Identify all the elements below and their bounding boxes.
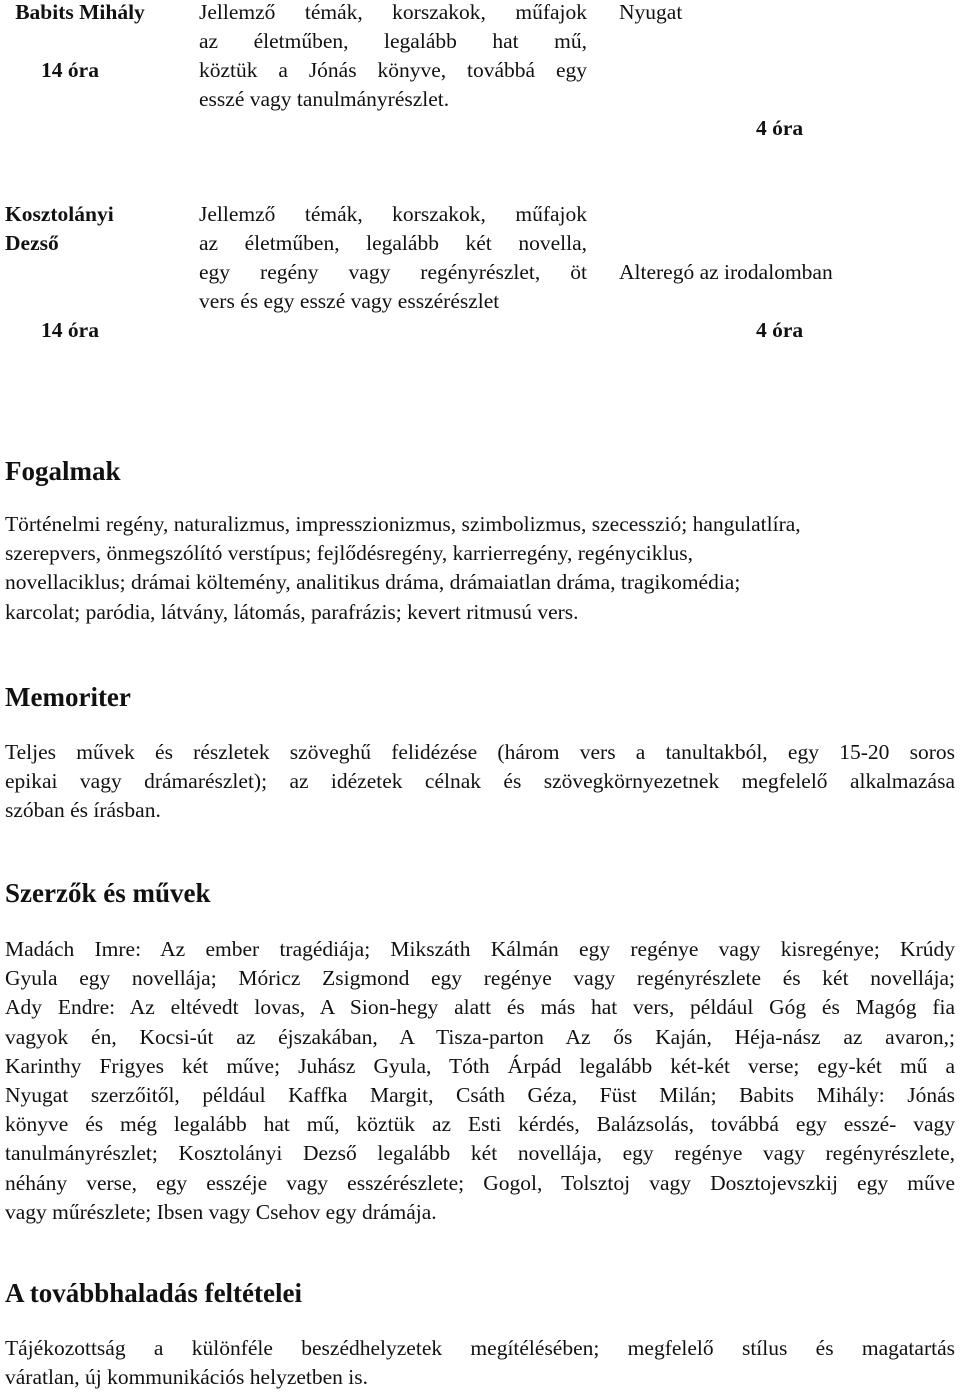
author-name: Babits Mihály	[15, 0, 145, 24]
section-text-memoriter: Teljes művek és részletek szöveghű felidézése (három vers a tanultakból, egy 15-20 soros epikai vagy drámarészlet); az idézetek célnak és szövegkörnyezetnek megfelelő alkalmazása szóban és írásban.	[5, 740, 955, 823]
topic-description: Jellemző témák, korszakok, műfajok az életműben, legalább két novella, egy regény vagy regényrészlet, öt vers és egy esszé vagy esszérészlet	[199, 202, 587, 313]
section-heading-szerzok: Szerzők és művek	[5, 878, 211, 908]
section-text-tovabbhaladas: Tájékozottság a különféle beszédhelyzetek megítélésében; megfelelő stílus és magatartás váratlan, új kommunikációs helyzetben is.	[5, 1336, 955, 1390]
section-text-szerzok: Madách Imre: Az ember tragédiája; Mikszáth Kálmán egy regénye vagy kisregénye; Krúdy Gyula egy novellája; Móricz Zsigmond egy regénye vagy regényrészlete és két novellája; Ady Endre: Az eltévedt lovas, A Sion-hegy alatt és más hat vers, például Góg és Magóg fia vagyok én, Kocsi-út az éjszakában, A Tisza-parton Az ős Kaján, Héja-nász az avaron,; Karinthy Frigyes két műve; Juhász Gyula, Tóth Árpád legalább két-két verse; egy-két mű a Nyugat szerzőitől, például Kaffka Margit, Csáth Géza, Füst Milán; Babits Mihály: Jónás könyve és még legalább hat mű, köztük az Esti kérdés, Balázsolás, továbbá egy esszé- vagy tanulmányrészlet; Kosztolányi Dezső legalább két novellája, egy regénye vagy regényrészlete, néhány verse, egy esszéje vagy esszérészlete; Gogol, Tolsztoj vagy Dosztojevszkij egy műve vagy műrészlete; Ibsen vagy Csehov egy drámája.	[5, 937, 955, 1224]
topic-hours: 4 óra	[756, 318, 804, 342]
author-name: Kosztolányi Dezső	[5, 202, 114, 255]
topic-description: Jellemző témák, korszakok, műfajok az életműben, legalább hat mű, köztük a Jónás könyve, továbbá egy esszé vagy tanulmányrészlet.	[199, 0, 587, 111]
section-heading-tovabbhaladas: A továbbhaladás feltételei	[5, 1278, 302, 1308]
section-heading-fogalmak: Fogalmak	[5, 456, 121, 486]
section-text-fogalmak: Történelmi regény, naturalizmus, impresszionizmus, szimbolizmus, szecesszió; hangulatlíra, szerepvers, önmegszólító verstípus; fejlődésregény, karrierregény, regényciklus, novellaciklus; drámai költemény, analitikus dráma, drámaiatlan dráma, tragikomédia; karcolat; paródia, látvány, látomás, parafrázis; kevert ritmusú vers.	[5, 512, 801, 624]
period-topic: Alteregó az irodalomban	[619, 260, 833, 284]
section-heading-memoriter: Memoriter	[5, 682, 131, 712]
period-topic: Nyugat	[619, 0, 683, 24]
topic-hours: 4 óra	[756, 116, 804, 140]
author-hours: 14 óra	[41, 318, 99, 342]
author-hours: 14 óra	[41, 58, 99, 82]
